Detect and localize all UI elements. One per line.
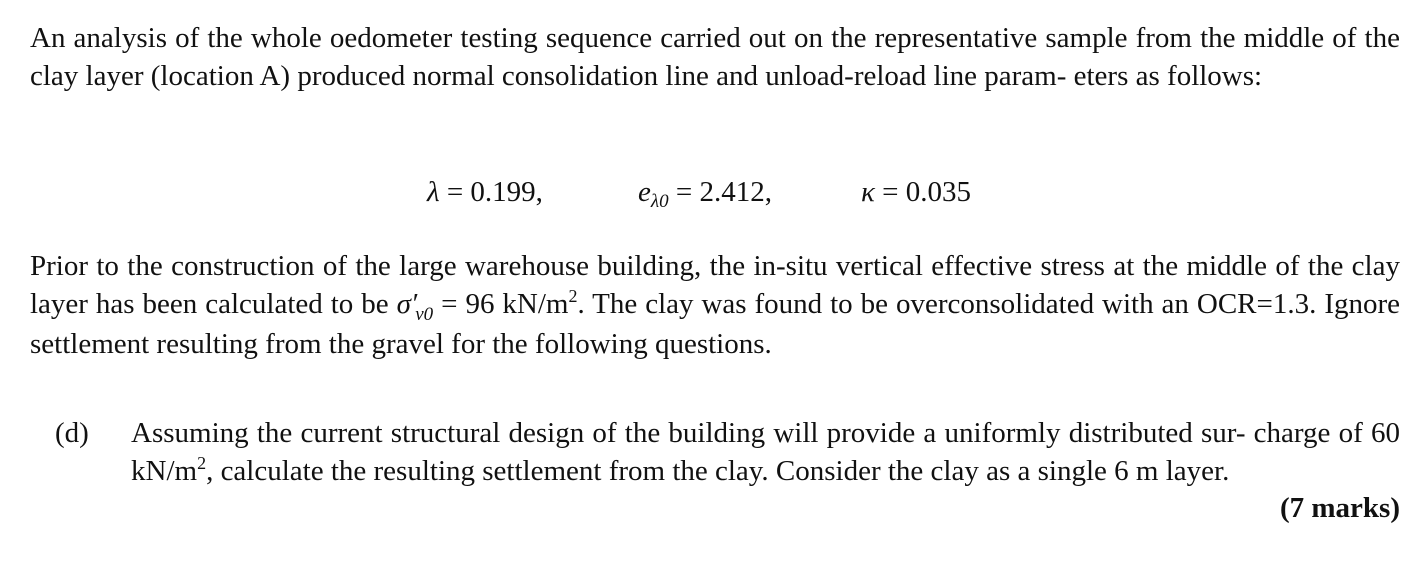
stress-exponent: 2 (568, 285, 578, 306)
context-paragraph (30, 248, 1400, 364)
context-text-2: . The clay was found to be overconsolidated with an OCR=1.3. Ignore settlement resulting from the gravel for the following questions. (30, 287, 1401, 360)
sigma-v0-symbol (397, 286, 434, 327)
e-subscript: λ0 (650, 191, 669, 212)
question-exponent: 2 (197, 452, 207, 473)
kappa-term (861, 172, 971, 212)
e-value: = 2.412, (675, 176, 772, 208)
lambda-symbol: λ (427, 176, 440, 208)
question-text-2: , calculate the resulting settlement from the clay. Consider the clay as a single 6 m layer. (206, 454, 1230, 487)
lambda-term (427, 172, 543, 212)
question-label: (d) (55, 417, 89, 449)
sigma-symbol: σ′ (396, 287, 418, 320)
kappa-value: = 0.035 (882, 176, 972, 208)
marks-label: (7 marks) (1279, 492, 1400, 524)
intro-paragraph: An analysis of the whole oedometer testing sequence carried out on the representative sample from the middle of the clay layer (location A) produced normal consolidation line and unload-reload line param- eters as follows: (30, 22, 1400, 92)
kappa-symbol: κ (861, 176, 875, 208)
stress-value: = 96 kN/m (433, 287, 569, 320)
e-lambda0-term (638, 172, 772, 216)
e-symbol: e (638, 176, 651, 208)
question-text-1: Assuming the current structural design of the building will provide a uniformly distributed sur- charge of 60 kN/m (131, 417, 1400, 487)
parameter-equation (0, 172, 1426, 212)
lambda-value: = 0.199, (446, 176, 543, 208)
context-text-1: Prior to the construction of the large warehouse building, the in-situ vertical effective stress at the middle of the clay layer has been calculated to be (30, 250, 1400, 320)
question-text (131, 415, 1400, 493)
sigma-subscript: v0 (415, 303, 434, 325)
